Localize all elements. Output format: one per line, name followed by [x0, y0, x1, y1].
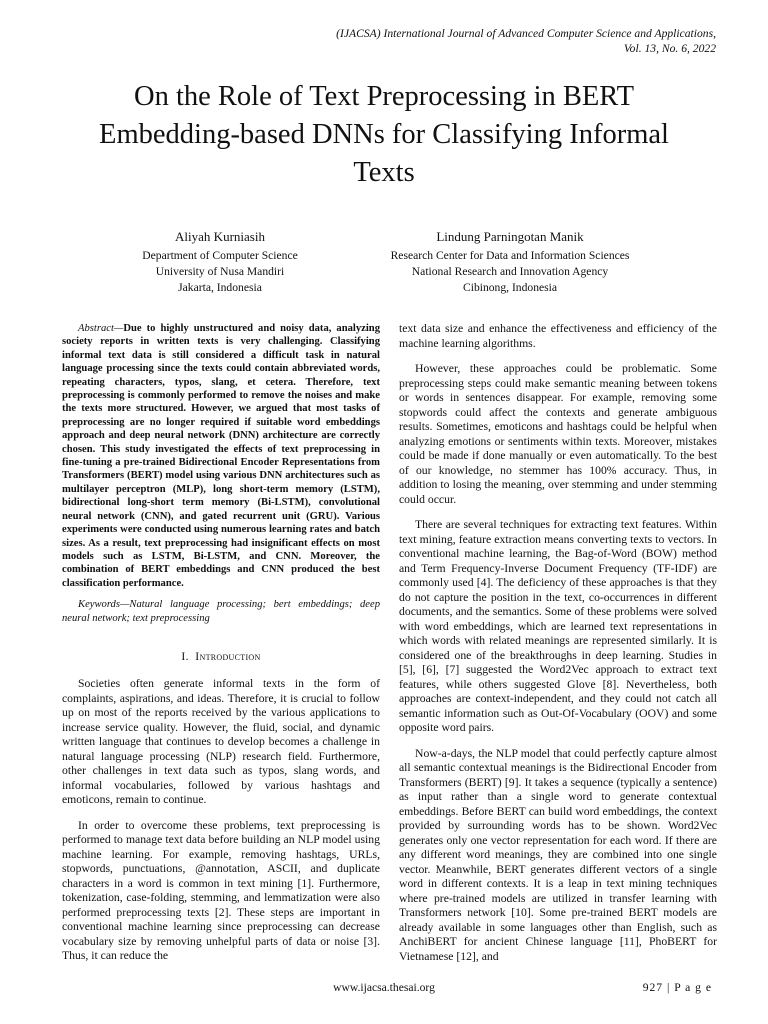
author-affiliation-line: Department of Computer Science [142, 249, 298, 262]
author-affiliation-line: University of Nusa Mandiri [155, 265, 285, 278]
author-name: Aliyah Kurniasih [175, 229, 265, 244]
author-name: Lindung Parningotan Manik [436, 229, 584, 244]
body-paragraph: There are several techniques for extracting text features. Within text mining, feature extraction means converting texts to vectors. In conventional machine learning, the Bag-of-Word (BOW) method and Term Frequency-Inverse Document Frequency (TF-IDF) are commonly used [4]. The deficiency of these approaches is that they do not capture the position in the text, co-occurrences in different documents, and the semantics. Some of these problems were solved with word embeddings, which are learned text representations in which words with related meanings are represented similarly. It is considered one of the breakthroughs in deep learning. Studies in [5], [6], [7] suggested the Word2Vec approach to extract text features, while others suggested Glove [8]. Nevertheless, both approaches are context-independent, and they could not catch all semantic information such as Out-Of-Vocabulary (OOV) and some opposite word pairs. [399, 518, 717, 734]
right-column [399, 322, 717, 964]
journal-volume: Vol. 13, No. 6, 2022 [623, 42, 716, 55]
section-heading [62, 650, 380, 665]
footer-url: www.ijacsa.thesai.org [333, 981, 435, 994]
body-paragraph-continued: text data size and enhance the effectiveness and efficiency of the machine learning algorithms. [399, 322, 717, 350]
author-affiliation-line: Research Center for Data and Information Sciences [390, 249, 630, 262]
section-title: Introduction [195, 649, 261, 663]
left-column [62, 322, 380, 964]
paper-title: On the Role of Text Preprocessing in BERT Embedding-based DNNs for Classifying Informal Texts [99, 81, 669, 188]
author-block-1 [105, 229, 335, 296]
journal-header [336, 26, 716, 56]
keywords-dash: — [119, 599, 130, 611]
author-block-2 [360, 229, 660, 296]
author-affiliation-line: Jakarta, Indonesia [178, 281, 262, 294]
author-affiliation-line: National Research and Innovation Agency [411, 265, 609, 278]
abstract-label: Abstract [78, 323, 114, 334]
body-paragraph: Now-a-days, the NLP model that could perfectly capture almost all semantic contextual meanings is the Bidirectional Encoder from Transformers (BERT) [9]. It takes a sequence (typically a sentence) as input rather than a single word to generate contextual embeddings. Before BERT can build word embeddings, the context provided by surrounding words has to be shown. Word2Vec generates only one vector representation for each word. If there are any different word meanings, they are combined into one single vector. Meanwhile, BERT generates different vectors of a single word in different contexts. It is a leap in text mining techniques where pre-trained models are utilized in transfer learning with Transformers network [10]. Some pre-trained BERT models are already available in some languages other than English, such as AnchiBERT for ancient Chinese language [11], PhoBERT for Vietnamese [12], and [399, 746, 717, 963]
body-paragraph: Societies often generate informal texts in the form of complaints, aspirations, and ideas. Therefore, it is crucial to follow up on most of the reports received by the various applications to increase service quality. However, the fluid, social, and dynamic written language that continues to develop becomes a challenge in natural language processing (NLP) research field. Furthermore, other challenges in text data such as typos, slang words, and informal vocabularies, followed by various hashtags and emoticons, remain to continue. [62, 677, 380, 807]
abstract-dash: — [113, 323, 124, 334]
keywords-text: Natural language processing; bert embeddings; deep neural network; text preprocessing [62, 599, 380, 624]
keywords-label: Keywords [78, 599, 120, 611]
page-number: 927 | P a g e [642, 981, 712, 994]
body-paragraph: However, these approaches could be problematic. Some preprocessing steps could make semantic meaning between tokens or words in sentences disappear. For example, removing some stopwords could affect the contexts and generate ambiguous results. Sometimes, emoticons and hashtags could be helpful when analyzing emotions or sentiments within texts. Moreover, mistakes could be made if done manually or even automatically. To the best of our knowledge, no stemmer has 100% accuracy. Thus, in addition to losing the meaning, over stemming and under stemming could occur. [399, 362, 717, 506]
keywords [62, 598, 380, 625]
body-paragraph: In order to overcome these problems, text preprocessing is performed to manage text data before building an NLP model using machine learning. For example, removing hashtags, URLs, stopwords, punctuations, @annotation, ASCII, and duplicate characters in a word is common in text mining [1]. Furthermore, tokenization, case-folding, stemming, and lemmatization were also performed preprocessing texts [2]. These steps are important in conventional machine learning since preprocessing can decrease vocabulary size by removing unhelpful parts of data or noise [3]. Thus, it can reduce the [62, 818, 380, 963]
section-number: I. [181, 649, 189, 663]
author-affiliation-line: Cibinong, Indonesia [462, 281, 558, 294]
abstract [62, 322, 380, 590]
journal-name: (IJACSA) International Journal of Advanced Computer Science and Applications, [336, 27, 716, 40]
abstract-text: Due to highly unstructured and noisy data, analyzing society reports in written texts is very challenging. Classifying informal text data is still considered a difficult task in natural language processing since the texts could contain abbreviated words, repeating characters, typos, slang, et cetera. Therefore, text preprocessing is commonly performed to remove the noises and make the texts more structured. However, we argued that most tasks of preprocessing are no longer required if suitable word embeddings approach and deep neural network (DNN) architecture are correctly chosen. This study investigated the effects of text preprocessing in fine-tuning a pre-trained Bidirectional Encoder Representations from Transformers (BERT) model using various DNN architectures such as multilayer perceptron (MLP), long short-term memory (LSTM), bidirectional long-short term memory (Bi-LSTM), convolutional neural network (CNN), and gated recurrent unit (GRU). Various experiments were conducted using numerous learning rates and batch sizes. As a result, text preprocessing had insignificant effects on most models such as LSTM, Bi-LSTM, and CNN. Moreover, the combination of BERT embeddings and CNN produced the best classification performance. [62, 323, 380, 589]
